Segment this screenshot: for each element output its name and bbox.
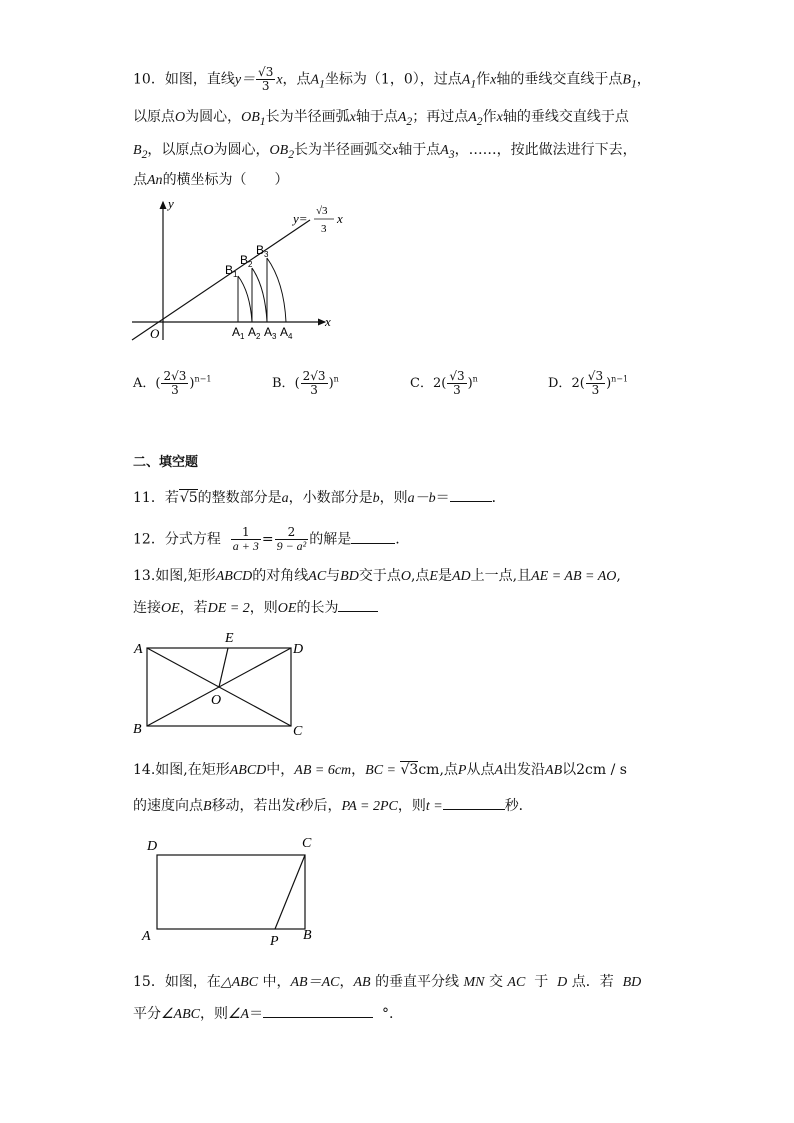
q10-line-1: 10．如图，直线y＝ $\frac{√3}{3}$ x，点$A_1$坐标为（1，0），过点$A_1$作x轴的垂线交直线于点$B_1$， xyxy=(133,65,651,93)
label-b: B xyxy=(133,722,142,737)
arc-1 xyxy=(238,276,252,322)
q14-line-2: 的速度向点B移动，若出发t秒后，PA = 2PC，则t = 秒． xyxy=(133,795,533,817)
q13-line-1: 13.如图,矩形ABCD的对角线AC与BD交于点O,点E是AD上一点,且AE = AB = AO, xyxy=(133,568,621,584)
q11: 11．若√5的整数部分是a，小数部分是b，则a－b＝ ． xyxy=(133,487,506,509)
option-a[interactable]: A．( $\frac{2√3}{3}$ )$^{n-1}$ xyxy=(133,369,212,397)
q10-line-4: 点An的横坐标为（ ） xyxy=(133,172,289,188)
q13-figure xyxy=(128,625,318,740)
arc-2 xyxy=(252,268,267,322)
answer-blank[interactable] xyxy=(351,529,395,544)
label-e: E xyxy=(225,631,234,646)
label-b1: $B_1$ xyxy=(225,263,238,279)
q15-line-1: 15．如图，在△ABC 中，AB＝AC，AB 的垂直平分线 MN 交 AC 于 D 点．若 BD xyxy=(133,974,642,990)
section-title: 二、填空题 xyxy=(133,455,199,470)
y-axis-label: y xyxy=(168,196,174,211)
q12: 12．分式方程 $\frac{1}{a + 3}$ = $\frac{2}{\text{9 − a²}}$ 的解是 . xyxy=(133,525,400,553)
answer-blank[interactable] xyxy=(443,795,505,810)
eq-label-num: √3 xyxy=(316,205,328,217)
segment-pc xyxy=(275,855,305,929)
label-b3: $B_3$ xyxy=(256,243,269,259)
q10-figure xyxy=(130,192,350,347)
label-b: B xyxy=(303,928,312,943)
label-b2: $B_2$ xyxy=(240,253,253,269)
label-a4: $A_4$ xyxy=(280,325,293,341)
segment-oe xyxy=(219,648,228,687)
eq-label-x: x xyxy=(337,211,343,226)
label-a3: $A_3$ xyxy=(264,325,277,341)
q10-line-3: $B_2$，以原点O为圆心，$OB_2$长为半径画弧交x轴于点$A_3$，……，按此做法进行下去， xyxy=(133,142,637,161)
label-a: A xyxy=(142,929,151,944)
q14-figure xyxy=(135,830,325,948)
x-axis-label: x xyxy=(325,314,331,329)
label-o: O xyxy=(211,693,222,708)
label-c: C xyxy=(293,724,303,739)
label-a1: $A_1$ xyxy=(232,325,245,341)
answer-blank[interactable] xyxy=(338,597,378,612)
arc-3 xyxy=(267,258,286,322)
q10-line-2: 以原点O为圆心，$OB_1$长为半径画弧x轴于点$A_2$；再过点$A_2$作x轴的垂线交直线于点 xyxy=(133,109,629,128)
option-d[interactable]: D．2( $\frac{√3}{3}$ )$^{n-1}$ xyxy=(548,369,629,397)
q14-line-1: 14.如图,在矩形ABCD中，AB = 6cm，BC = √3cm,点P从点A出发沿AB以2cm / s xyxy=(133,762,627,778)
option-c[interactable]: C．2( $\frac{√3}{3}$ )$^n$ xyxy=(410,369,478,397)
q15-line-2: 平分∠ABC，则∠A＝ °. xyxy=(133,1003,393,1025)
eq-label-y: y= xyxy=(293,211,308,226)
option-b[interactable]: B．( $\frac{2√3}{3}$ )$^n$ xyxy=(272,369,339,397)
fraction: $\frac{√3}{3}$ xyxy=(258,65,274,93)
label-d: D xyxy=(293,642,304,657)
answer-blank[interactable] xyxy=(450,487,492,502)
label-a2: $A_2$ xyxy=(248,325,261,341)
label-d: D xyxy=(147,839,158,854)
answer-blank[interactable] xyxy=(263,1003,373,1018)
q13-line-2: 连接OE，若DE = 2，则OE的长为 xyxy=(133,597,378,619)
eq-label-den: 3 xyxy=(321,223,327,235)
origin-label: O xyxy=(150,326,160,341)
label-c: C xyxy=(302,836,312,851)
label-p: P xyxy=(270,934,279,948)
label-a: A xyxy=(134,642,143,657)
rectangle-abcd xyxy=(157,855,305,929)
